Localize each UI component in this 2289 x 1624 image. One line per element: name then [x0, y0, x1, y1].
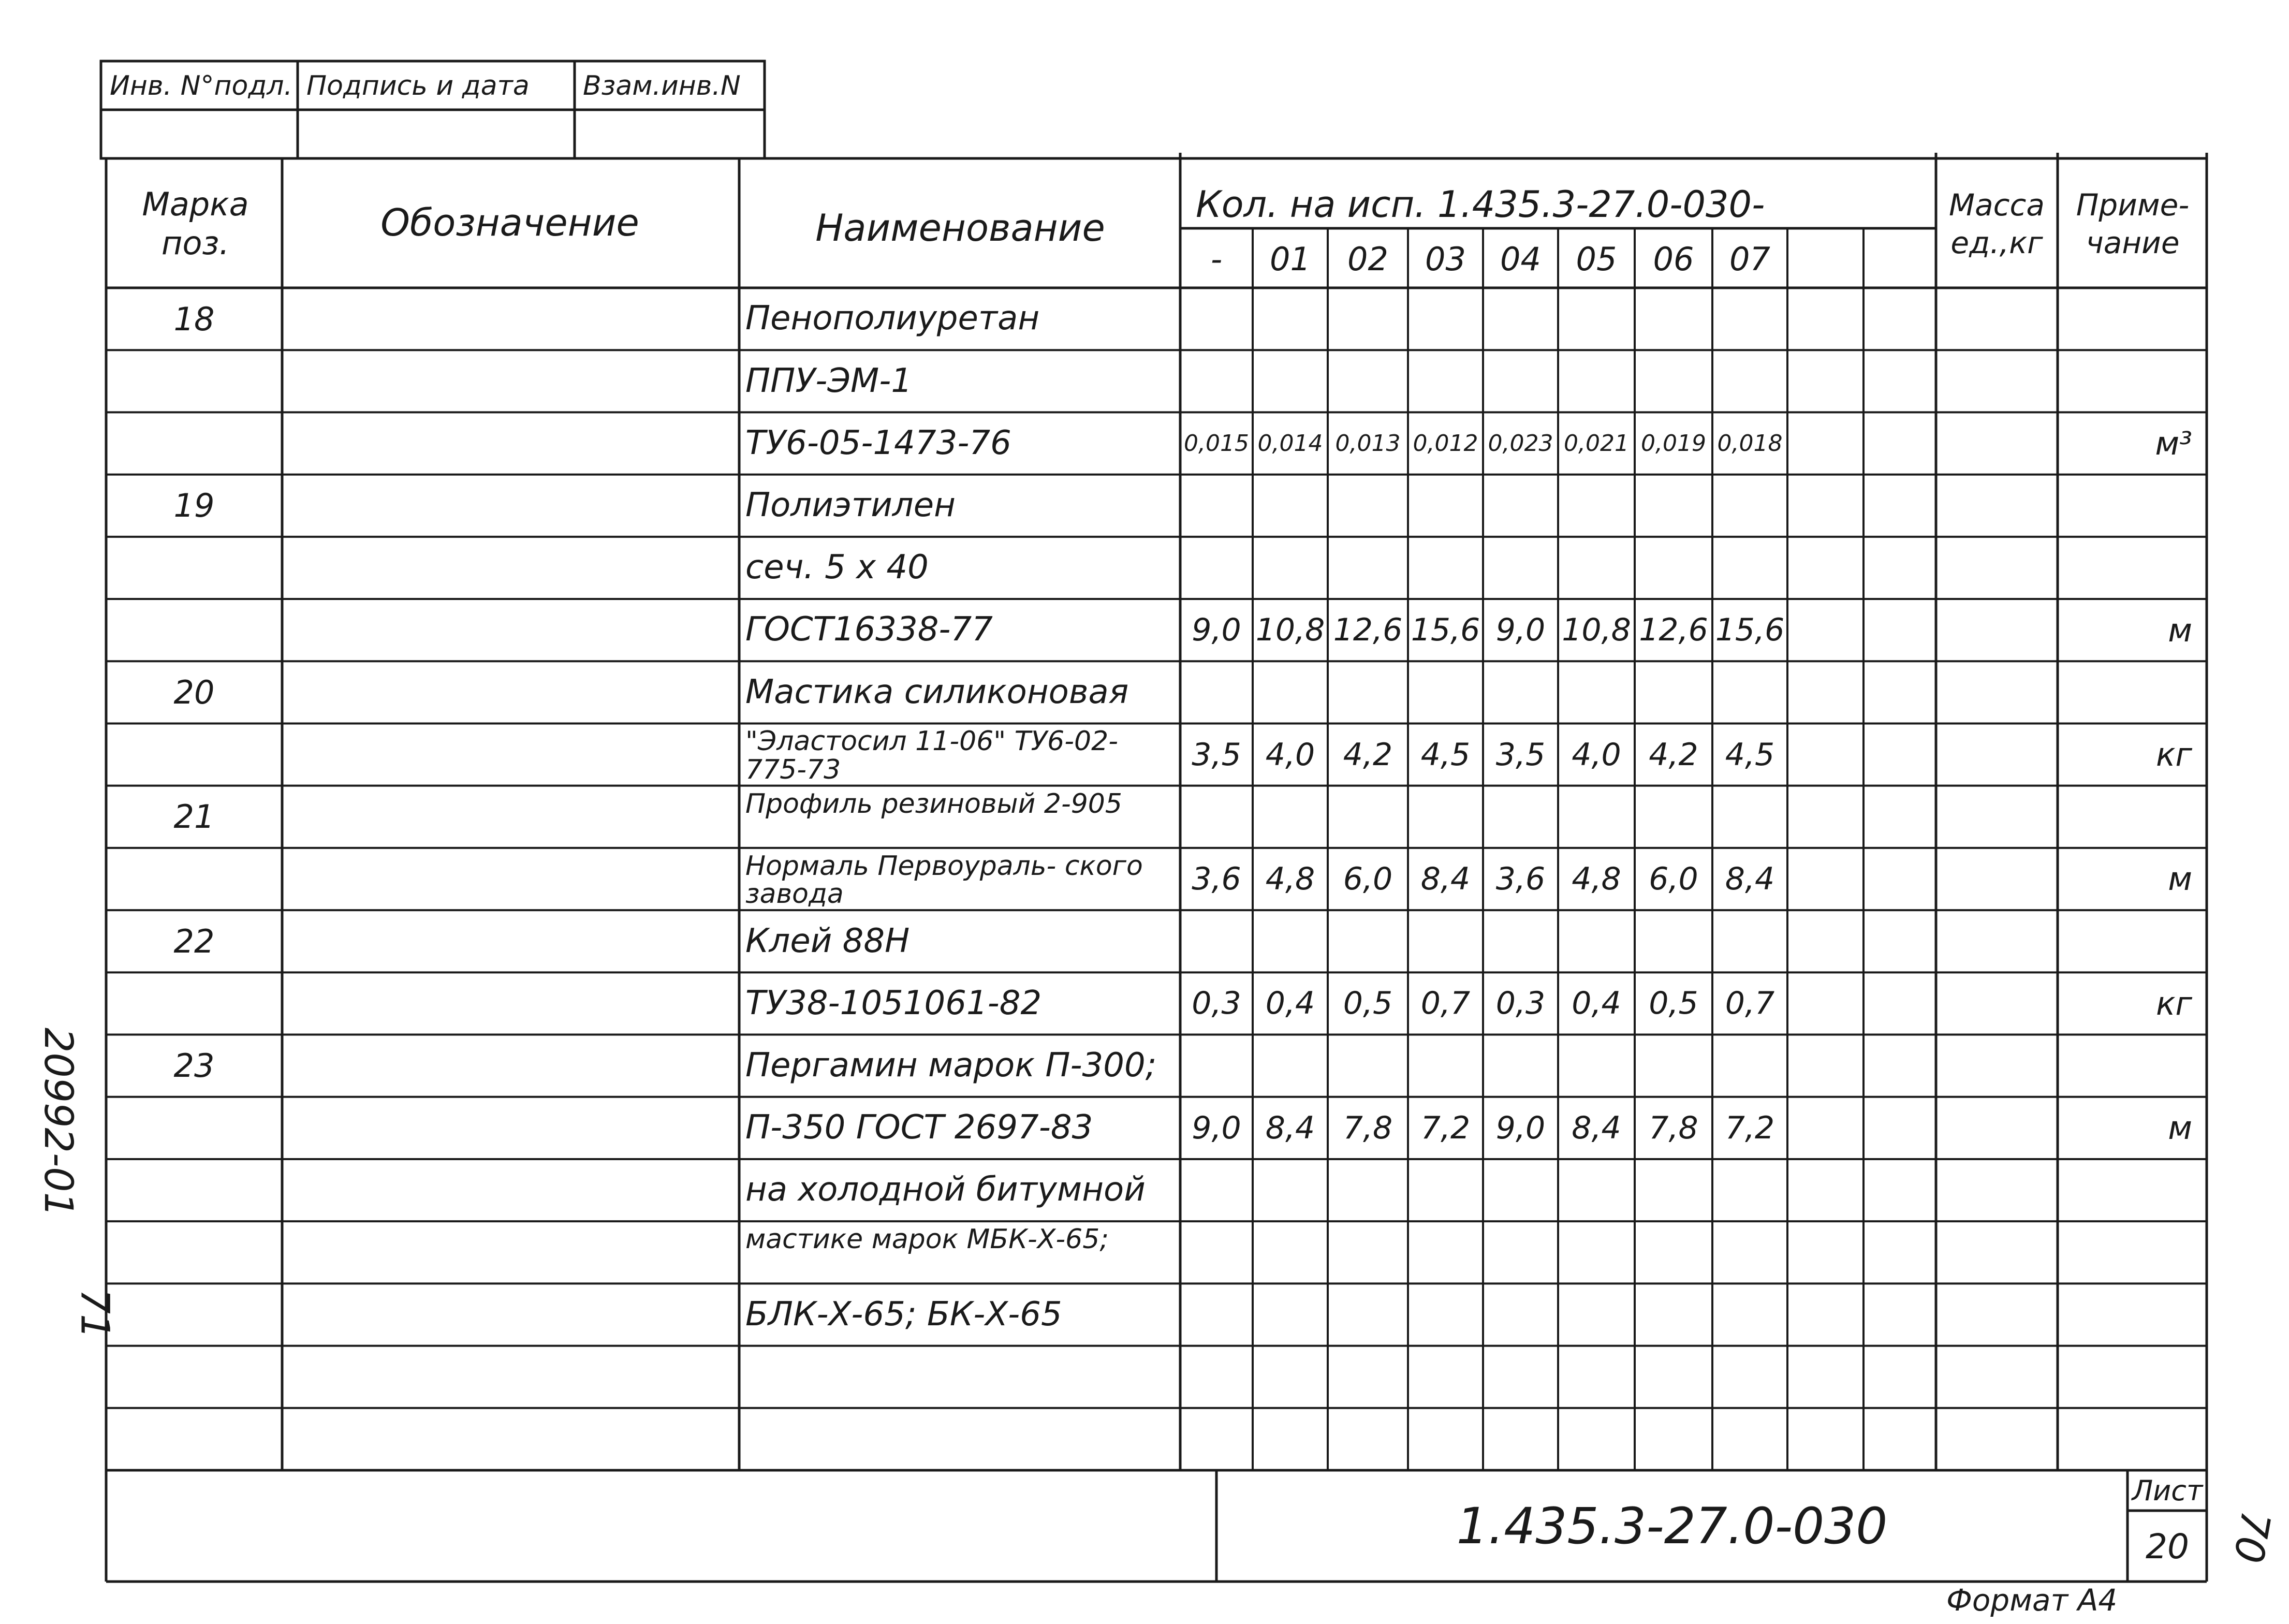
row-qty-5: 0,021 [1564, 430, 1629, 457]
row-qty-1 [1253, 1346, 1328, 1408]
row-qty-4: 9,0 [1495, 1109, 1546, 1146]
row-qty-1: 0,4 [1265, 985, 1315, 1022]
row-qty-9 [1864, 786, 1936, 848]
row-mark [111, 1408, 277, 1470]
signature-date-label: Подпись и дата [306, 70, 530, 101]
row-note [2063, 288, 2203, 350]
row-qty-3 [1408, 1221, 1483, 1283]
row-qty-0: 0,015 [1184, 430, 1249, 457]
row-qty-2: 0,013 [1335, 430, 1401, 457]
row-note [2063, 1346, 2203, 1408]
row-qty-4: 3,6 [1495, 860, 1546, 897]
row-qty-5 [1558, 1283, 1635, 1345]
row-name: "Эластосил 11-06" ТУ6-02-775-73 [745, 726, 1118, 786]
row-qty-4 [1483, 1346, 1558, 1408]
row-qty-0 [1180, 288, 1253, 350]
row-qty-7: 0,018 [1717, 430, 1783, 457]
row-qty-7 [1712, 661, 1787, 723]
row-qty-3 [1408, 1035, 1483, 1097]
row-qty-6 [1635, 1159, 1712, 1221]
row-qty-9 [1864, 288, 1936, 350]
row-note: кг [2155, 984, 2192, 1022]
row-qty-6: 0,5 [1649, 985, 1698, 1022]
row-qty-4 [1483, 1283, 1558, 1345]
variant-header-1: 01 [1270, 240, 1311, 278]
row-qty-5 [1558, 1159, 1635, 1221]
row-qty-6 [1635, 537, 1712, 599]
row-qty-3 [1408, 288, 1483, 350]
row-qty-0: 3,6 [1192, 860, 1241, 897]
row-qty-3 [1408, 537, 1483, 599]
row-qty-9 [1864, 350, 1936, 412]
row-qty-2 [1328, 661, 1408, 723]
row-qty-1: 4,8 [1265, 860, 1315, 897]
variant-header-4: 04 [1500, 240, 1541, 278]
row-qty-1 [1253, 288, 1328, 350]
row-qty-9 [1864, 599, 1936, 661]
row-note [2063, 1159, 2203, 1221]
row-qty-5 [1558, 350, 1635, 412]
row-qty-2: 6,0 [1343, 860, 1393, 897]
row-note: м [2168, 611, 2192, 649]
header-note: Приме- чание [2076, 187, 2190, 260]
row-mark [111, 723, 277, 785]
header-mark-pos: Марка поз. [142, 185, 249, 262]
row-qty-9 [1864, 910, 1936, 972]
row-qty-1 [1253, 1159, 1328, 1221]
row-qty-7: 8,4 [1725, 860, 1775, 897]
header-name: Наименование [815, 206, 1105, 250]
row-qty-3: 8,4 [1420, 860, 1471, 897]
row-qty-5: 8,4 [1572, 1109, 1621, 1146]
row-qty-0: 3,5 [1192, 736, 1241, 773]
row-qty-1 [1253, 537, 1328, 599]
row-qty-2 [1328, 1035, 1408, 1097]
row-qty-8 [1787, 475, 1864, 537]
row-qty-4 [1483, 1221, 1558, 1283]
row-qty-9 [1864, 412, 1936, 474]
row-qty-2: 4,2 [1343, 736, 1393, 773]
row-qty-6: 7,8 [1649, 1109, 1698, 1146]
row-name: сеч. 5 х 40 [745, 548, 929, 587]
row-qty-1: 4,0 [1265, 736, 1315, 773]
row-qty-3 [1408, 661, 1483, 723]
row-qty-3: 15,6 [1411, 612, 1480, 649]
row-qty-8 [1787, 1408, 1864, 1470]
replace-inv-label: Взам.инв.N [583, 70, 741, 101]
row-qty-8 [1787, 661, 1864, 723]
row-qty-8 [1787, 1035, 1864, 1097]
row-name: ТУ6-05-1473-76 [745, 423, 1011, 462]
row-name: Мастика силиконовая [745, 672, 1129, 711]
row-mark [111, 537, 277, 599]
row-name: на холодной битумной [745, 1171, 1146, 1209]
row-qty-6: 6,0 [1649, 860, 1698, 897]
row-name: ППУ-ЭМ-1 [745, 361, 913, 400]
row-qty-2 [1328, 1159, 1408, 1221]
row-qty-7 [1712, 288, 1787, 350]
row-qty-9 [1864, 1283, 1936, 1345]
row-qty-4 [1483, 1159, 1558, 1221]
row-qty-3 [1408, 1408, 1483, 1470]
corner-number: 70 [2224, 1508, 2279, 1567]
row-qty-1: 0,014 [1257, 430, 1323, 457]
row-qty-8 [1787, 537, 1864, 599]
row-qty-2 [1328, 1408, 1408, 1470]
row-qty-3 [1408, 1346, 1483, 1408]
row-qty-5 [1558, 1346, 1635, 1408]
row-qty-5 [1558, 786, 1635, 848]
row-note [2063, 475, 2203, 537]
row-qty-0 [1180, 1035, 1253, 1097]
row-qty-4: 9,0 [1495, 612, 1546, 649]
row-qty-7 [1712, 475, 1787, 537]
row-qty-7: 4,5 [1725, 736, 1775, 773]
row-qty-5 [1558, 910, 1635, 972]
row-qty-2 [1328, 910, 1408, 972]
variant-header-9 [1864, 232, 1936, 286]
row-note [2063, 537, 2203, 599]
row-qty-7 [1712, 1346, 1787, 1408]
row-qty-6 [1635, 661, 1712, 723]
row-mark [111, 1221, 277, 1283]
row-qty-0: 9,0 [1192, 612, 1241, 649]
row-qty-8 [1787, 1221, 1864, 1283]
row-qty-0 [1180, 1283, 1253, 1345]
row-qty-5 [1558, 537, 1635, 599]
row-qty-2 [1328, 537, 1408, 599]
row-qty-4 [1483, 537, 1558, 599]
row-qty-5 [1558, 661, 1635, 723]
row-qty-8 [1787, 288, 1864, 350]
row-name: мастике марок МБК-Х-65; [745, 1224, 1109, 1255]
row-qty-3: 4,5 [1420, 736, 1471, 773]
row-qty-1 [1253, 475, 1328, 537]
row-qty-3 [1408, 475, 1483, 537]
row-qty-5 [1558, 1035, 1635, 1097]
row-mark: 19 [173, 487, 215, 525]
row-note: м³ [2155, 425, 2192, 462]
row-qty-0: 0,3 [1192, 985, 1241, 1022]
row-name: БЛК-Х-65; БК-Х-65 [745, 1295, 1062, 1334]
row-qty-2 [1328, 475, 1408, 537]
row-qty-8 [1787, 599, 1864, 661]
row-qty-6 [1635, 1283, 1712, 1345]
row-qty-3: 0,7 [1420, 985, 1471, 1022]
row-mark: 23 [173, 1047, 215, 1085]
row-qty-1 [1253, 350, 1328, 412]
row-qty-7 [1712, 1221, 1787, 1283]
row-qty-1 [1253, 1283, 1328, 1345]
row-name: Нормаль Первоураль- ского завода [745, 850, 1143, 910]
row-mark [111, 1159, 277, 1221]
row-qty-6 [1635, 1408, 1712, 1470]
row-qty-0 [1180, 910, 1253, 972]
row-qty-5 [1558, 1221, 1635, 1283]
row-name: ТУ38-1051061-82 [745, 984, 1042, 1022]
row-qty-8 [1787, 1283, 1864, 1345]
row-qty-4 [1483, 350, 1558, 412]
row-qty-3 [1408, 350, 1483, 412]
margin-code: 20992-01 [35, 1028, 82, 1217]
format-label: Формат А4 [1946, 1583, 2118, 1618]
row-note [2063, 910, 2203, 972]
row-mark [111, 599, 277, 661]
row-qty-3 [1408, 786, 1483, 848]
row-name: ГОСТ16338-77 [745, 610, 993, 649]
row-qty-1: 10,8 [1255, 612, 1325, 649]
row-qty-4 [1483, 910, 1558, 972]
row-note [2063, 661, 2203, 723]
row-mark: 21 [173, 798, 215, 836]
row-mark [111, 1097, 277, 1159]
row-qty-7 [1712, 1408, 1787, 1470]
row-qty-9 [1864, 848, 1936, 910]
row-qty-0 [1180, 475, 1253, 537]
row-qty-2 [1328, 350, 1408, 412]
row-qty-3: 7,2 [1420, 1109, 1471, 1146]
row-note [2063, 1221, 2203, 1283]
row-qty-8 [1787, 910, 1864, 972]
row-qty-2 [1328, 1283, 1408, 1345]
row-qty-5 [1558, 1408, 1635, 1470]
row-qty-9 [1864, 1346, 1936, 1408]
row-note [2063, 350, 2203, 412]
sheet-label: Лист [2132, 1474, 2203, 1507]
sheet-number: 20 [2146, 1526, 2189, 1567]
row-qty-0: 9,0 [1192, 1109, 1241, 1146]
row-qty-6 [1635, 910, 1712, 972]
row-qty-1 [1253, 786, 1328, 848]
row-qty-5 [1558, 475, 1635, 537]
row-qty-4 [1483, 1408, 1558, 1470]
row-qty-8 [1787, 972, 1864, 1034]
row-qty-9 [1864, 1035, 1936, 1097]
row-qty-9 [1864, 972, 1936, 1034]
row-qty-0 [1180, 350, 1253, 412]
row-qty-6 [1635, 1221, 1712, 1283]
row-qty-7: 0,7 [1725, 985, 1775, 1022]
row-qty-9 [1864, 1159, 1936, 1221]
row-qty-8 [1787, 1097, 1864, 1159]
row-mark [111, 1346, 277, 1408]
inv-no-label: Инв. N°подл. [110, 70, 293, 101]
row-qty-8 [1787, 412, 1864, 474]
row-note: м [2168, 860, 2192, 898]
row-qty-6 [1635, 288, 1712, 350]
row-qty-0 [1180, 1221, 1253, 1283]
row-qty-9 [1864, 537, 1936, 599]
row-note: м [2168, 1109, 2192, 1147]
row-qty-2: 12,6 [1333, 612, 1403, 649]
variant-header-8 [1787, 232, 1864, 286]
row-qty-5 [1558, 288, 1635, 350]
row-qty-1 [1253, 1408, 1328, 1470]
row-name: П-350 ГОСТ 2697-83 [745, 1108, 1093, 1147]
row-mark [111, 848, 277, 910]
row-qty-2 [1328, 1221, 1408, 1283]
row-qty-8 [1787, 1346, 1864, 1408]
row-qty-7 [1712, 537, 1787, 599]
row-qty-5: 10,8 [1562, 612, 1631, 649]
row-qty-0 [1180, 661, 1253, 723]
row-mark [111, 412, 277, 474]
row-qty-1 [1253, 1035, 1328, 1097]
row-qty-7 [1712, 1159, 1787, 1221]
row-qty-5: 4,0 [1572, 736, 1621, 773]
row-qty-8 [1787, 848, 1864, 910]
row-qty-2: 7,8 [1343, 1109, 1393, 1146]
row-qty-9 [1864, 475, 1936, 537]
row-qty-0 [1180, 1346, 1253, 1408]
row-qty-6: 12,6 [1639, 612, 1708, 649]
row-mark: 22 [173, 922, 215, 960]
row-qty-3: 0,012 [1413, 430, 1478, 457]
row-name: Пенополиуретан [745, 299, 1040, 338]
row-note: кг [2155, 736, 2192, 774]
row-qty-6 [1635, 786, 1712, 848]
row-qty-2 [1328, 786, 1408, 848]
row-name: Профиль резиновый 2-905 [745, 788, 1122, 820]
variant-header-7: 07 [1729, 240, 1770, 278]
row-qty-2 [1328, 288, 1408, 350]
row-qty-7 [1712, 350, 1787, 412]
row-mark: 18 [173, 300, 215, 338]
row-qty-3 [1408, 1283, 1483, 1345]
row-qty-9 [1864, 661, 1936, 723]
row-qty-3 [1408, 910, 1483, 972]
header-mass: Масса ед.,кг [1949, 187, 2045, 260]
header-designation: Обозначение [380, 201, 639, 244]
row-qty-3 [1408, 1159, 1483, 1221]
row-qty-6 [1635, 1035, 1712, 1097]
row-qty-9 [1864, 1408, 1936, 1470]
row-note [2063, 1283, 2203, 1345]
row-qty-7 [1712, 786, 1787, 848]
row-qty-8 [1787, 723, 1864, 785]
row-qty-6 [1635, 475, 1712, 537]
row-qty-6: 4,2 [1649, 736, 1698, 773]
row-note [2063, 1408, 2203, 1470]
row-qty-1 [1253, 1221, 1328, 1283]
margin-number: 71 [72, 1289, 119, 1339]
variant-header-0: - [1210, 240, 1223, 278]
row-qty-5: 4,8 [1572, 860, 1621, 897]
row-qty-8 [1787, 350, 1864, 412]
row-qty-0 [1180, 537, 1253, 599]
row-name: Полиэтилен [745, 486, 956, 525]
row-qty-4 [1483, 661, 1558, 723]
row-mark: 20 [173, 673, 215, 711]
variant-header-6: 06 [1653, 240, 1694, 278]
row-qty-6 [1635, 1346, 1712, 1408]
row-mark [111, 350, 277, 412]
row-qty-4 [1483, 1035, 1558, 1097]
variant-header-2: 02 [1347, 240, 1388, 278]
row-qty-1: 8,4 [1265, 1109, 1315, 1146]
row-mark [111, 1283, 277, 1345]
row-qty-6 [1635, 350, 1712, 412]
row-qty-8 [1787, 1159, 1864, 1221]
row-qty-0 [1180, 1408, 1253, 1470]
row-qty-4: 0,023 [1488, 430, 1553, 457]
row-qty-4: 0,3 [1495, 985, 1546, 1022]
row-mark [111, 972, 277, 1034]
row-qty-2: 0,5 [1343, 985, 1393, 1022]
row-note [2063, 1035, 2203, 1097]
row-qty-2 [1328, 1346, 1408, 1408]
row-qty-5: 0,4 [1572, 985, 1621, 1022]
row-qty-4: 3,5 [1495, 736, 1546, 773]
row-qty-6: 0,019 [1641, 430, 1706, 457]
row-qty-4 [1483, 475, 1558, 537]
row-qty-0 [1180, 1159, 1253, 1221]
variant-header-5: 05 [1576, 240, 1617, 278]
row-qty-4 [1483, 288, 1558, 350]
row-qty-9 [1864, 723, 1936, 785]
row-qty-9 [1864, 1221, 1936, 1283]
row-qty-1 [1253, 910, 1328, 972]
row-qty-1 [1253, 661, 1328, 723]
header-qty-title: Кол. на исп. 1.435.3-27.0-030- [1196, 183, 1765, 226]
row-qty-0 [1180, 786, 1253, 848]
row-name: Клей 88Н [745, 921, 910, 960]
row-qty-7: 7,2 [1725, 1109, 1775, 1146]
row-qty-7 [1712, 910, 1787, 972]
doc-code: 1.435.3-27.0-030 [1456, 1497, 1888, 1555]
row-qty-9 [1864, 1097, 1936, 1159]
row-qty-7: 15,6 [1715, 612, 1785, 649]
row-qty-4 [1483, 786, 1558, 848]
row-qty-8 [1787, 786, 1864, 848]
variant-header-3: 03 [1425, 240, 1466, 278]
row-note [2063, 786, 2203, 848]
row-name: Пергамин марок П-300; [745, 1046, 1157, 1085]
row-qty-7 [1712, 1035, 1787, 1097]
row-qty-7 [1712, 1283, 1787, 1345]
